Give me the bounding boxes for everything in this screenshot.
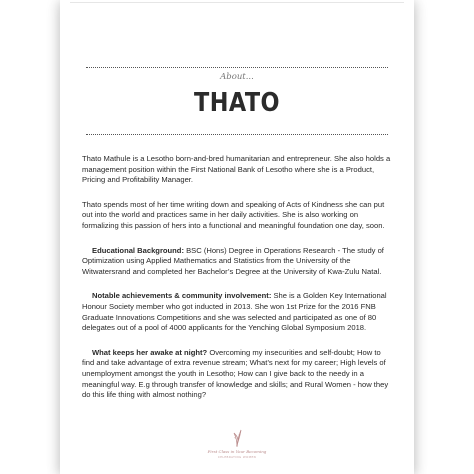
intro-paragraph: Thato Mathule is a Lesotho born-and-bred humanitarian and entrepreneur. She also holds a management position within the First National Bank of Lesotho where she is a Product, Pricing and Profitability Manager.: [82, 154, 391, 185]
awake-paragraph: [82, 348, 392, 401]
footer-logo: [60, 427, 414, 459]
kindness-paragraph: Thato spends most of her time writing down and speaking of Acts of Kindness she can put out into the world and practices same in her daily activities. She is also working on formalizing this passion of hers into a functional and meaningful foundation one day, soon.: [82, 199, 385, 230]
logo-wordmark: First Class in Your Becoming: [207, 449, 267, 454]
feather-quill-icon: [230, 427, 244, 447]
header-bottom-divider: [86, 134, 388, 135]
biography-body: [82, 154, 392, 415]
education-text: BSC (Hons) Degree in Operations Research - The study of Optimization using Applied Mathematics and Statistics from the University of the Witwatersrand and completed her Bachelor’s Degree at the University of Kwa-Zulu Natal.: [82, 245, 384, 276]
education-paragraph: [82, 246, 392, 278]
awake-label: What keeps her awake at night?: [92, 347, 208, 357]
logo-tagline: CELEBRATING WOMEN: [217, 455, 257, 459]
education-label: Educational Background:: [92, 245, 184, 255]
section-eyebrow: About...: [220, 72, 254, 82]
achievements-label: Notable achievements & community involvement:: [92, 291, 272, 301]
document-page: [60, 0, 414, 474]
awake-text: Overcoming my insecurities and self-doubt; How to find and take advantage of extra revenue stream; What’s next for my career; High levels of unemployment amongst the youth in Lesotho; How can I give back to the needy in a meaningful way. E.g through transfer of knowledge and skills; and Rural Women - how they do this life thing with almost nothing?: [82, 347, 389, 400]
page-title: THATO: [194, 88, 280, 118]
achievements-text: She is a Golden Key International Honour Society member who got inducted in 2013. She won 1st Prize for the 2016 FNB Graduate Innovations Competitions and she was selected and participated as one of 80 delegates out of a pool of 4000 applicants for the Yenching Global Symposium 2018.: [82, 291, 387, 333]
achievements-paragraph: [82, 291, 392, 333]
header-top-divider: [86, 67, 388, 68]
top-edge-rule: [70, 2, 404, 3]
